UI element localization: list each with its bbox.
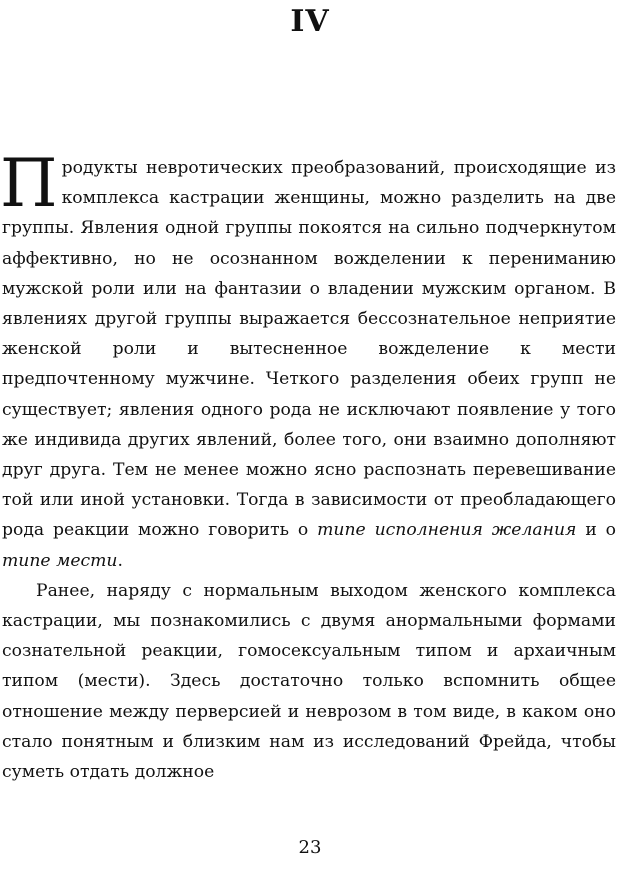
paragraph-1-conjunction: и о: [576, 520, 616, 541]
paragraph-2-text: Ранее, наряду с нормальным выходом женского комплекса кастрации, мы познакомились с двумя анормальными формами сознательной реакции, гомосексуальным типом и архаичным типом (мести). Здесь достаточно только вспомнить общее отношение между перверсией и неврозом в том виде, в каком оно стало понятным и близким нам из исследований Фрейда, чтобы суметь отдать должное: [2, 580, 616, 783]
page-number: 23: [298, 837, 322, 858]
paragraph-1-end: .: [117, 550, 123, 571]
chapter-number: IV: [290, 4, 330, 39]
drop-cap: П: [0, 145, 58, 222]
body-text: [0, 145, 616, 787]
paragraph-1-text: родукты невротических преобразований, происходящие из комплекса кастрации женщины, можно разделить на две группы. Явления одной группы покоятся на сильно подчеркнутом аффективно, но не осознанном вожделении к перениманию мужской роли или на фантазии о владении мужским органом. В явлениях другой группы выражается бессознательное неприятие женской роли и вытесненное вожделение к мести предпочтенному мужчине. Четкого разделения обеих групп не существует; явления одного рода не исключают появление у того же индивида других явлений, более того, они взаимно дополняют друг друга. Тем не менее можно ясно распознать перевешивание той или иной установки. Тогда в зависимости от преобладающего рода реакции можно говорить о: [2, 158, 616, 541]
paragraph-1: [0, 145, 616, 576]
italic-term-revenge: типе мести: [2, 550, 118, 571]
italic-term-wish-fulfillment: типе исполнения желания: [317, 520, 577, 541]
paragraph-2: [2, 576, 616, 787]
